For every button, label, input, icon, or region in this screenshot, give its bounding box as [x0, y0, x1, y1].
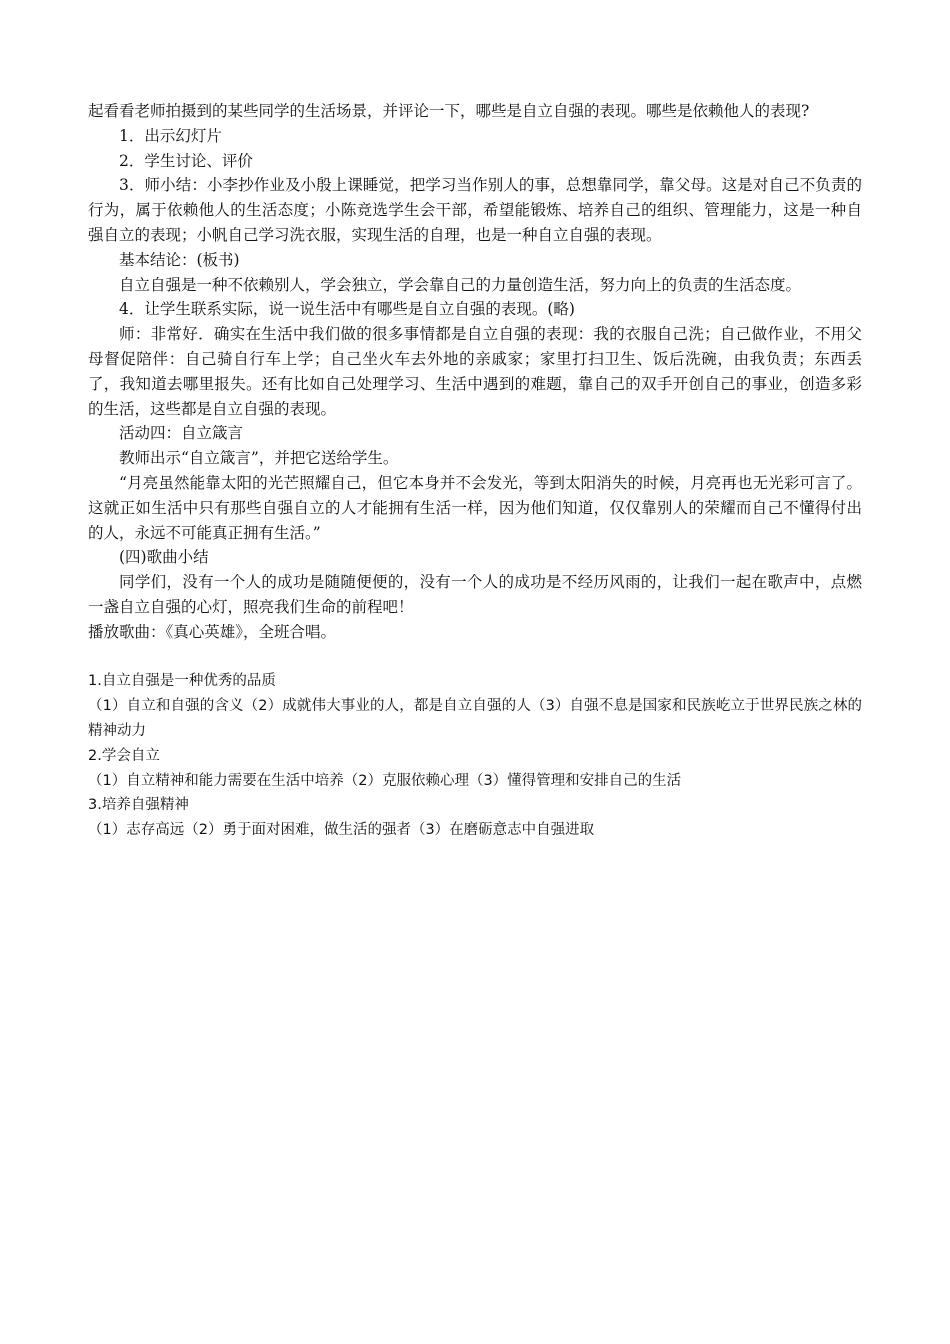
spacer: [88, 645, 862, 670]
outline-points-1: （1）自立和自强的含义（2）成就伟大事业的人，都是自立自强的人（3）自强不息是国家和民族屹立于世界民族之林的精神动力: [88, 698, 862, 739]
teacher-motto: 教师出示“自立箴言”，并把它送给学生。: [119, 449, 399, 468]
step-3-summary: 3．师小结：小李抄作业及小殷上课睡觉，把学习当作别人的事，总想靠同学，靠父母。这是对自己不负责的行为，属于依赖他人的生活态度；小陈竞选学生会干部，希望能锻炼、培养自己的组织、管理能力，这是一种自强自立的表现；小帆自己学习洗衣服，实现生活的自理，也是一种自立自强的表现。: [88, 176, 862, 244]
outline-points-3: （1）志存高远（2）勇于面对困难，做生活的强者（3）在磨砺意志中自强进取: [88, 822, 595, 839]
outline-points-2: （1）自立精神和能力需要在生活中培养（2）克服依赖心理（3）懂得管理和安排自己的生活: [88, 772, 682, 789]
closing-paragraph: 同学们，没有一个人的成功是随随便便的，没有一个人的成功是不经历风雨的，让我们一起在歌声中，点燃一盏自立自强的心灯，照亮我们生命的前程吧！: [88, 573, 862, 616]
activity-4-heading: 活动四：自立箴言: [119, 424, 244, 443]
step-2: 2．学生讨论、评价: [119, 151, 253, 170]
teacher-remarks: 师：非常好．确实在生活中我们做的很多事情都是自立自强的表现：我的衣服自己洗；自己做作业，不用父母督促陪伴：自己骑自行车上学；自己坐火车去外地的亲戚家；家里打扫卫生、饭后洗碗，由我负责；东西丢了，我知道去哪里报失。还有比如自己处理学习、生活中遇到的难题，靠自己的双手开创自己的事业，创造多彩的生活，这些都是自立自强的表现。: [88, 325, 862, 418]
motto-quote: “月亮虽然能靠太阳的光芒照耀自己，但它本身并不会发光，等到太阳消失的时候，月亮再也无光彩可言了。这就正如生活中只有那些自强自立的人才能拥有生活一样，因为他们知道，仅仅靠别人的荣耀而自己不懂得付出的人，永远不可能真正拥有生活。”: [88, 473, 862, 542]
outline-heading-2: 2.学会自立: [88, 747, 160, 764]
intro-paragraph: 起看看老师拍摄到的某些同学的生活场景，并评论一下，哪些是自立自强的表现。哪些是依赖他人的表现?: [88, 102, 810, 120]
outline-heading-1: 1.自立自强是一种优秀的品质: [88, 673, 276, 690]
outline-heading-3: 3.培养自强精神: [88, 797, 189, 814]
song-line: 播放歌曲：《真心英雄》，全班合唱。: [88, 622, 337, 641]
conclusion-label: 基本结论：(板书): [119, 250, 240, 269]
conclusion-text: 自立自强是一种不依赖别人，学会独立，学会靠自己的力量创造生活，努力向上的负责的生活态度。: [119, 275, 802, 294]
lesson-body: [88, 99, 862, 843]
step-4: 4．让学生联系实际，说一说生活中有哪些是自立自强的表现。(略): [119, 300, 575, 319]
board-outline: [88, 669, 862, 843]
section-4-heading: (四)歌曲小结: [119, 548, 209, 567]
step-1: 1．出示幻灯片: [119, 126, 222, 145]
